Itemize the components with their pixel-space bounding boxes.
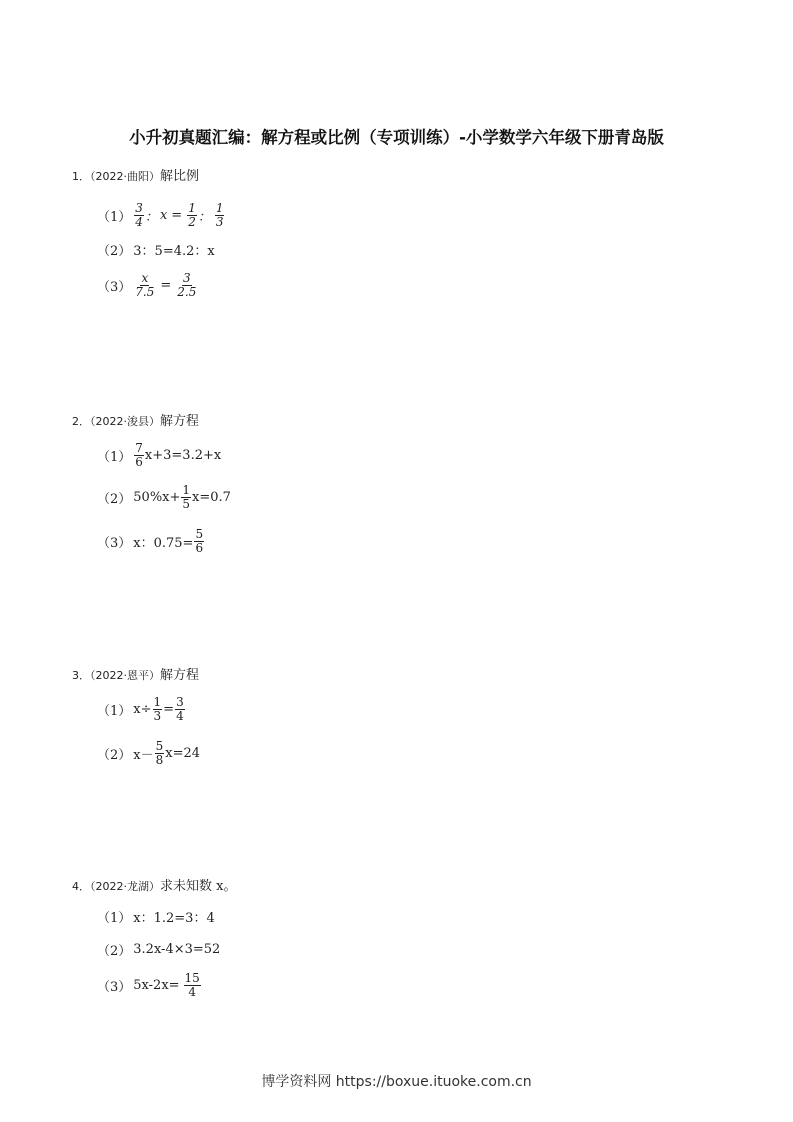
q3-item-2 — [97, 740, 200, 767]
denominator: 6 — [195, 541, 204, 555]
item-index: （1） — [97, 704, 132, 719]
denominator: 3 — [215, 215, 224, 229]
numerator: 1 — [153, 695, 162, 709]
denominator: 4 — [135, 215, 143, 229]
fraction — [134, 272, 155, 299]
numerator: 1 — [215, 201, 224, 215]
denominator: 5 — [182, 497, 191, 511]
item-index: （1） — [97, 911, 132, 926]
operator: ： — [197, 210, 211, 225]
numerator: 5 — [195, 527, 204, 541]
q2-item-3 — [97, 528, 205, 555]
question-number: 4． — [72, 880, 90, 893]
equation: 3.2x-4×3=52 — [133, 942, 221, 957]
fraction — [194, 528, 204, 555]
q2-item-2 — [97, 484, 231, 511]
q4-item-1 — [97, 907, 215, 926]
item-index: （3） — [97, 280, 132, 295]
question-number: 2． — [72, 415, 90, 428]
q1-item-1 — [97, 202, 225, 229]
denominator: 4 — [188, 985, 196, 999]
question-number: 3． — [72, 669, 90, 682]
question-text: 解方程 — [160, 414, 200, 429]
equation: x：1.2=3：4 — [133, 911, 215, 926]
item-index: （3） — [97, 980, 132, 995]
q1-item-2 — [97, 240, 215, 259]
denominator: 3 — [153, 709, 162, 723]
item-index: （2） — [97, 944, 132, 959]
fraction — [134, 442, 144, 469]
fraction — [176, 272, 197, 299]
denominator: 2 — [188, 215, 196, 229]
question-source: （2022·恩平） — [90, 669, 160, 682]
numerator: 7 — [135, 441, 143, 455]
denominator: 7.5 — [135, 285, 155, 299]
denominator: 2.5 — [177, 285, 197, 299]
numerator: 1 — [188, 201, 196, 215]
question-text: 求未知数 x。 — [160, 879, 237, 894]
equation-prefix: 5x-2x= — [133, 978, 180, 993]
question-source: （2022·龙湖） — [90, 880, 160, 893]
question-source: （2022·浚县） — [90, 415, 160, 428]
equation-rest: x+3=3.2+x — [144, 448, 222, 463]
item-index: （2） — [97, 244, 132, 259]
q4-item-2 — [97, 940, 220, 959]
equals: = — [163, 702, 175, 717]
item-index: （2） — [97, 492, 132, 507]
q3-item-1 — [97, 696, 186, 723]
q4-item-3 — [97, 972, 202, 999]
denominator: 4 — [176, 709, 184, 723]
q2-item-1 — [97, 442, 221, 469]
item-index: （1） — [97, 210, 132, 225]
question-2-heading — [72, 410, 199, 429]
denominator: 8 — [155, 753, 164, 767]
question-number: 1． — [72, 170, 90, 183]
equals: = — [171, 208, 183, 223]
equation-rest: x=0.7 — [192, 490, 231, 505]
fraction — [187, 202, 197, 229]
question-1-heading — [72, 165, 199, 184]
equals: = — [160, 278, 172, 293]
equation-prefix: x÷ — [133, 702, 152, 717]
numerator: 3 — [135, 201, 143, 215]
equation-prefix: x：0.75= — [133, 536, 194, 551]
item-index: （2） — [97, 748, 132, 763]
item-index: （1） — [97, 450, 132, 465]
fraction — [155, 740, 165, 767]
operator: ： — [144, 210, 158, 225]
numerator: 15 — [184, 971, 200, 985]
denominator: 6 — [135, 455, 143, 469]
equation: 3：5=4.2：x — [133, 244, 215, 259]
question-text: 解方程 — [160, 668, 200, 683]
fraction — [215, 202, 225, 229]
question-text: 解比例 — [160, 169, 200, 184]
page-title: 小升初真题汇编：解方程或比例（专项训练）-小学数学六年级下册青岛版 — [129, 128, 664, 147]
numerator: 3 — [183, 271, 191, 285]
item-index: （3） — [97, 536, 132, 551]
question-3-heading — [72, 664, 199, 683]
equation-rest: x=24 — [165, 746, 201, 761]
footer-watermark: 博学资料网 https://boxue.ituoke.com.cn — [261, 1074, 532, 1090]
question-4-heading — [72, 875, 236, 894]
numerator: 1 — [182, 483, 191, 497]
variable: x — [159, 208, 168, 223]
equation-prefix: 50%x+ — [133, 490, 181, 505]
numerator: 3 — [176, 695, 184, 709]
fraction — [134, 202, 144, 229]
numerator: 5 — [155, 739, 164, 753]
fraction — [181, 484, 191, 511]
equation-prefix: x－ — [133, 748, 154, 763]
fraction — [153, 696, 163, 723]
fraction — [175, 696, 185, 723]
q1-item-3 — [97, 272, 198, 299]
numerator: x — [141, 271, 149, 285]
question-source: （2022·曲阳） — [90, 170, 160, 183]
fraction — [184, 972, 201, 999]
